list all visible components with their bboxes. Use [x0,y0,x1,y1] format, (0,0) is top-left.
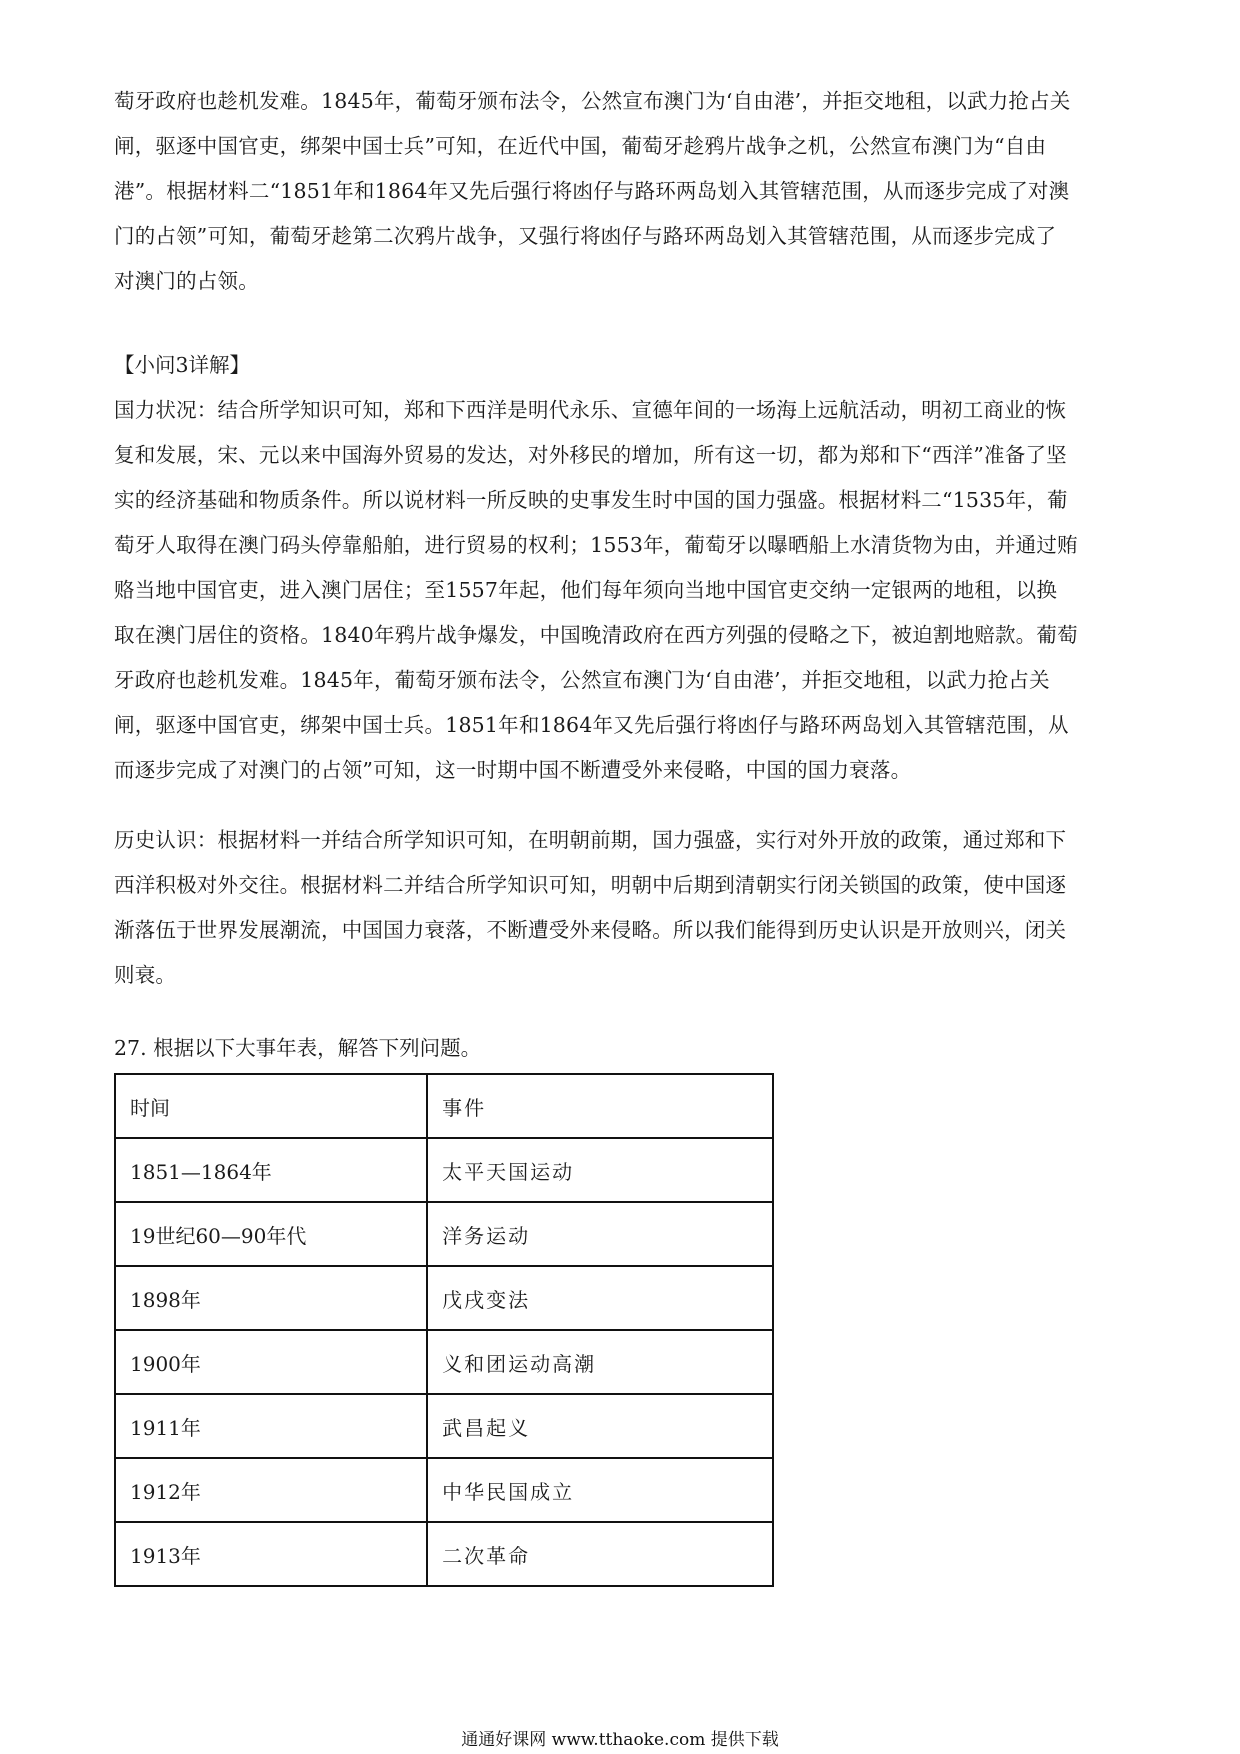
text-line: 历史认识：根据材料一并结合所学知识可知，在明朝前期，国力强盛，实行对外开放的政策，通过郑和下 [114,828,1067,852]
text-line: 国力状况：结合所学知识可知，郑和下西洋是明代永乐、宣德年间的一场海上远航活动，明初工商业的恢 [114,398,1067,422]
text-line: 萄牙人取得在澳门码头停靠船舶，进行贸易的权利；1553年，葡萄牙以曝晒船上水清货物为由，并通过贿 [114,533,1078,557]
text-line: 门的占领”可知，葡萄牙趁第二次鸦片战争，又强行将凼仔与路环两岛划入其管辖范围，从而逐步完成了 [114,224,1057,248]
table-row [115,1458,773,1522]
text-line: 闸，驱逐中国官吏，绑架中国士兵。1851年和1864年又先后强行将凼仔与路环两岛划入其管辖范围，从 [114,713,1069,737]
table-row [115,1266,773,1330]
question-27: 27. 根据以下大事年表，解答下列问题。 [114,1036,482,1060]
paragraph-3 [114,818,1126,998]
event-cell: 武昌起义 [427,1394,773,1458]
text-line: 牙政府也趁机发难。1845年，葡萄牙颁布法令，公然宣布澳门为‘自由港’，并拒交地租，以武力抢占关 [114,668,1050,692]
time-cell: 1911年 [115,1394,427,1458]
subheading: 【小问3详解】 [114,353,251,377]
time-cell: 1912年 [115,1458,427,1522]
header-cell-time: 时间 [115,1074,427,1138]
text-line: 复和发展，宋、元以来中国海外贸易的发达，对外移民的增加，所有这一切，都为郑和下“西洋”准备了坚 [114,443,1067,467]
footer-watermark: 通通好课网 www.tthaoke.com 提供下载 [461,1730,779,1750]
event-cell: 中华民国成立 [427,1458,773,1522]
text-line: 西洋积极对外交往。根据材料二并结合所学知识可知，明朝中后期到清朝实行闭关锁国的政策，使中国逐 [114,873,1067,897]
event-cell: 太平天国运动 [427,1138,773,1202]
time-cell: 19世纪60—90年代 [115,1202,427,1266]
text-line: 萄牙政府也趁机发难。1845年，葡萄牙颁布法令，公然宣布澳门为‘自由港’，并拒交地租，以武力抢占关 [114,89,1071,113]
text-line: 赂当地中国官吏，进入澳门居住；至1557年起，他们每年须向当地中国官吏交纳一定银两的地租，以换 [114,578,1058,602]
table-row [115,1138,773,1202]
table-row [115,1394,773,1458]
text-line: 而逐步完成了对澳门的占领”可知，这一时期中国不断遭受外来侵略，中国的国力衰落。 [114,758,912,782]
text-line: 则衰。 [114,963,177,987]
event-cell: 义和团运动高潮 [427,1330,773,1394]
time-cell: 1900年 [115,1330,427,1394]
header-cell-event: 事件 [427,1074,773,1138]
paragraph-1 [114,79,1126,304]
text-line: 取在澳门居住的资格。1840年鸦片战争爆发，中国晚清政府在西方列强的侵略之下，被迫割地赔款。葡萄 [114,623,1078,647]
text-line: 港”。根据材料二“1851年和1864年又先后强行将凼仔与路环两岛划入其管辖范围，从而逐步完成了对澳 [114,179,1070,203]
event-cell: 二次革命 [427,1522,773,1586]
time-cell: 1913年 [115,1522,427,1586]
table-row [115,1330,773,1394]
time-cell: 1898年 [115,1266,427,1330]
table-row [115,1522,773,1586]
text-line: 对澳门的占领。 [114,269,259,293]
text-line: 实的经济基础和物质条件。所以说材料一所反映的史事发生时中国的国力强盛。根据材料二“1535年，葡 [114,488,1068,512]
timeline-table [114,1073,774,1587]
table-row [115,1202,773,1266]
event-cell: 戊戌变法 [427,1266,773,1330]
time-cell: 1851—1864年 [115,1138,427,1202]
event-cell: 洋务运动 [427,1202,773,1266]
text-line: 渐落伍于世界发展潮流，中国国力衰落，不断遭受外来侵略。所以我们能得到历史认识是开放则兴，闭关 [114,918,1067,942]
paragraph-2 [114,388,1126,793]
text-line: 闸，驱逐中国官吏，绑架中国士兵”可知，在近代中国，葡萄牙趁鸦片战争之机，公然宣布澳门为“自由 [114,134,1047,158]
table-header-row [115,1074,773,1138]
